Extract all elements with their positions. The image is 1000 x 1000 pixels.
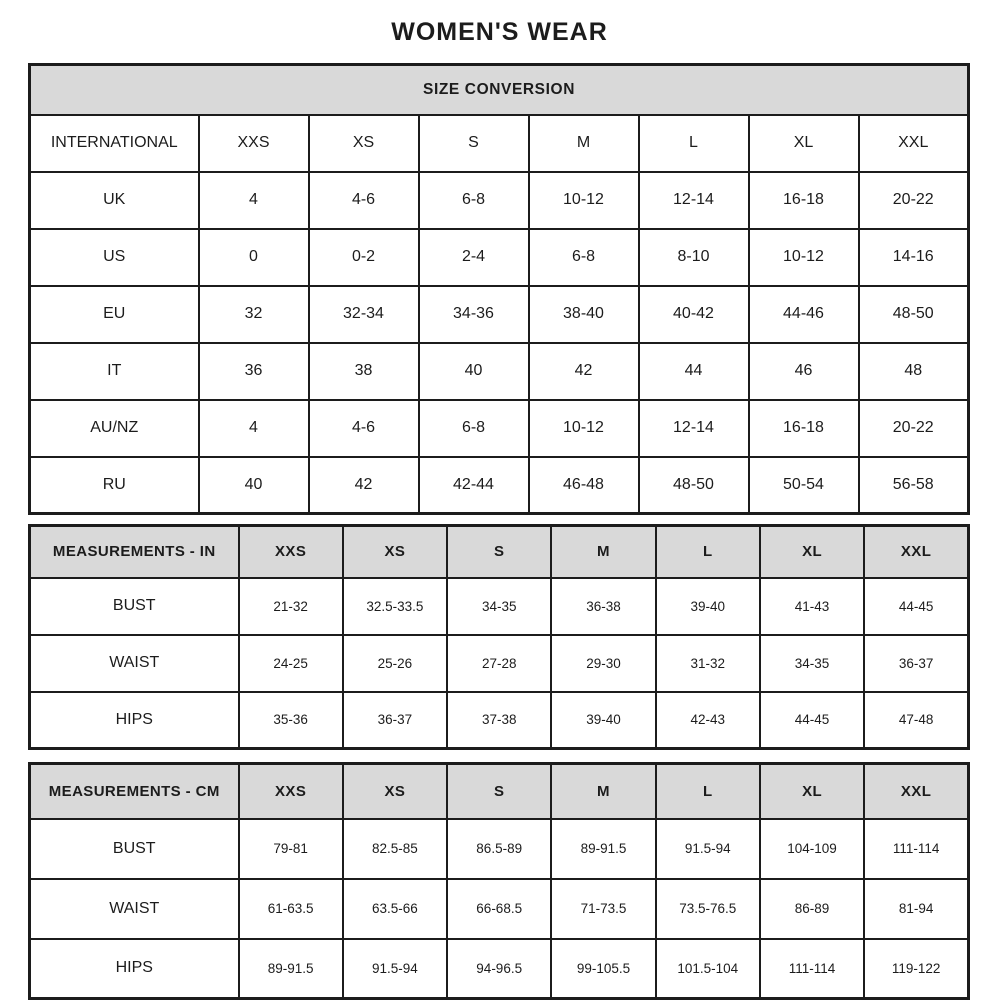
measurements-in-columns-row	[30, 526, 969, 578]
size-cell: 10-12	[529, 400, 639, 457]
size-cell: 14-16	[859, 229, 969, 286]
measure-cell: 39-40	[551, 692, 655, 749]
column-header: INTERNATIONAL	[30, 115, 199, 172]
measure-cell: 25-26	[343, 635, 447, 692]
size-cell: 4-6	[309, 172, 419, 229]
measure-cell: 119-122	[864, 939, 968, 999]
size-cell: 0-2	[309, 229, 419, 286]
measure-cell: 21-32	[239, 578, 343, 635]
measure-cell: 42-43	[656, 692, 760, 749]
table-row-ru	[30, 457, 969, 514]
measure-cell: 91.5-94	[343, 939, 447, 999]
size-cell: 42	[529, 343, 639, 400]
measure-cell: 24-25	[239, 635, 343, 692]
size-cell: 42-44	[419, 457, 529, 514]
measure-cell: 39-40	[656, 578, 760, 635]
size-conversion-title-row	[30, 65, 969, 115]
column-header: L	[656, 526, 760, 578]
size-conversion-table	[28, 63, 970, 515]
table-row-eu	[30, 286, 969, 343]
row-label: BUST	[30, 819, 239, 879]
column-header: XS	[343, 764, 447, 819]
size-cell: 44-46	[749, 286, 859, 343]
measure-cell: 111-114	[864, 819, 968, 879]
row-label: WAIST	[30, 879, 239, 939]
size-cell: 56-58	[859, 457, 969, 514]
size-cell: 32-34	[309, 286, 419, 343]
size-cell: 48-50	[859, 286, 969, 343]
row-label: BUST	[30, 578, 239, 635]
size-cell: 36	[199, 343, 309, 400]
size-cell: 38	[309, 343, 419, 400]
size-cell: 50-54	[749, 457, 859, 514]
column-header: XL	[749, 115, 859, 172]
column-header: S	[447, 526, 551, 578]
table-row-hips-cm	[30, 939, 969, 999]
size-cell: 40-42	[639, 286, 749, 343]
row-label: HIPS	[30, 692, 239, 749]
measure-cell: 61-63.5	[239, 879, 343, 939]
size-conversion-columns-row	[30, 115, 969, 172]
page-title: WOMEN'S WEAR	[391, 18, 608, 46]
measure-cell: 89-91.5	[551, 819, 655, 879]
measure-cell: 91.5-94	[656, 819, 760, 879]
measure-cell: 81-94	[864, 879, 968, 939]
column-header: XXL	[859, 115, 969, 172]
table-spacer	[28, 515, 971, 524]
measure-cell: 32.5-33.5	[343, 578, 447, 635]
row-label: US	[30, 229, 199, 286]
table-row-bust-in	[30, 578, 969, 635]
size-cell: 32	[199, 286, 309, 343]
size-cell: 16-18	[749, 400, 859, 457]
measure-cell: 31-32	[656, 635, 760, 692]
size-cell: 6-8	[529, 229, 639, 286]
table-row-waist-in	[30, 635, 969, 692]
size-cell: 44	[639, 343, 749, 400]
column-header: M	[551, 526, 655, 578]
size-conversion-header: SIZE CONVERSION	[30, 65, 969, 115]
column-header: XXL	[864, 764, 968, 819]
column-header: XL	[760, 526, 864, 578]
measure-cell: 41-43	[760, 578, 864, 635]
measure-cell: 44-45	[760, 692, 864, 749]
size-cell: 48-50	[639, 457, 749, 514]
row-label: AU/NZ	[30, 400, 199, 457]
measure-cell: 44-45	[864, 578, 968, 635]
measure-cell: 104-109	[760, 819, 864, 879]
size-cell: 20-22	[859, 400, 969, 457]
size-cell: 8-10	[639, 229, 749, 286]
measure-cell: 111-114	[760, 939, 864, 999]
size-cell: 46-48	[529, 457, 639, 514]
measure-cell: 35-36	[239, 692, 343, 749]
measure-cell: 36-37	[864, 635, 968, 692]
column-header: S	[447, 764, 551, 819]
table-row-uk	[30, 172, 969, 229]
size-cell: 4	[199, 400, 309, 457]
column-header: M	[551, 764, 655, 819]
measure-cell: 101.5-104	[656, 939, 760, 999]
measure-cell: 73.5-76.5	[656, 879, 760, 939]
measure-cell: 63.5-66	[343, 879, 447, 939]
size-cell: 42	[309, 457, 419, 514]
size-cell: 4-6	[309, 400, 419, 457]
size-cell: 12-14	[639, 172, 749, 229]
column-header: S	[419, 115, 529, 172]
measure-cell: 36-37	[343, 692, 447, 749]
column-header: MEASUREMENTS - IN	[30, 526, 239, 578]
measurements-cm-table	[28, 762, 970, 1000]
size-cell: 48	[859, 343, 969, 400]
size-cell: 4	[199, 172, 309, 229]
measure-cell: 71-73.5	[551, 879, 655, 939]
column-header: MEASUREMENTS - CM	[30, 764, 239, 819]
size-cell: 40	[199, 457, 309, 514]
size-cell: 6-8	[419, 172, 529, 229]
measurements-in-table	[28, 524, 970, 750]
column-header: M	[529, 115, 639, 172]
measure-cell: 36-38	[551, 578, 655, 635]
column-header: XXS	[239, 526, 343, 578]
column-header: XXS	[239, 764, 343, 819]
column-header: XS	[343, 526, 447, 578]
size-cell: 34-36	[419, 286, 529, 343]
size-cell: 2-4	[419, 229, 529, 286]
measure-cell: 29-30	[551, 635, 655, 692]
size-cell: 38-40	[529, 286, 639, 343]
table-spacer	[28, 750, 971, 762]
measure-cell: 94-96.5	[447, 939, 551, 999]
table-row-it	[30, 343, 969, 400]
column-header: XXS	[199, 115, 309, 172]
row-label: RU	[30, 457, 199, 514]
table-row-hips-in	[30, 692, 969, 749]
size-cell: 46	[749, 343, 859, 400]
row-label: WAIST	[30, 635, 239, 692]
measure-cell: 99-105.5	[551, 939, 655, 999]
size-cell: 16-18	[749, 172, 859, 229]
table-row-us	[30, 229, 969, 286]
size-cell: 12-14	[639, 400, 749, 457]
column-header: XS	[309, 115, 419, 172]
row-label: IT	[30, 343, 199, 400]
row-label: UK	[30, 172, 199, 229]
measure-cell: 37-38	[447, 692, 551, 749]
measure-cell: 89-91.5	[239, 939, 343, 999]
row-label: EU	[30, 286, 199, 343]
table-row-waist-cm	[30, 879, 969, 939]
measure-cell: 82.5-85	[343, 819, 447, 879]
size-cell: 0	[199, 229, 309, 286]
size-cell: 20-22	[859, 172, 969, 229]
size-cell: 40	[419, 343, 529, 400]
measure-cell: 79-81	[239, 819, 343, 879]
row-label: HIPS	[30, 939, 239, 999]
measure-cell: 47-48	[864, 692, 968, 749]
size-cell: 10-12	[749, 229, 859, 286]
column-header: L	[639, 115, 749, 172]
size-cell: 6-8	[419, 400, 529, 457]
column-header: XXL	[864, 526, 968, 578]
measure-cell: 34-35	[447, 578, 551, 635]
measurements-cm-columns-row	[30, 764, 969, 819]
measure-cell: 27-28	[447, 635, 551, 692]
measure-cell: 86.5-89	[447, 819, 551, 879]
table-row-aunz	[30, 400, 969, 457]
measure-cell: 34-35	[760, 635, 864, 692]
measure-cell: 66-68.5	[447, 879, 551, 939]
size-cell: 10-12	[529, 172, 639, 229]
measure-cell: 86-89	[760, 879, 864, 939]
column-header: XL	[760, 764, 864, 819]
table-row-bust-cm	[30, 819, 969, 879]
column-header: L	[656, 764, 760, 819]
